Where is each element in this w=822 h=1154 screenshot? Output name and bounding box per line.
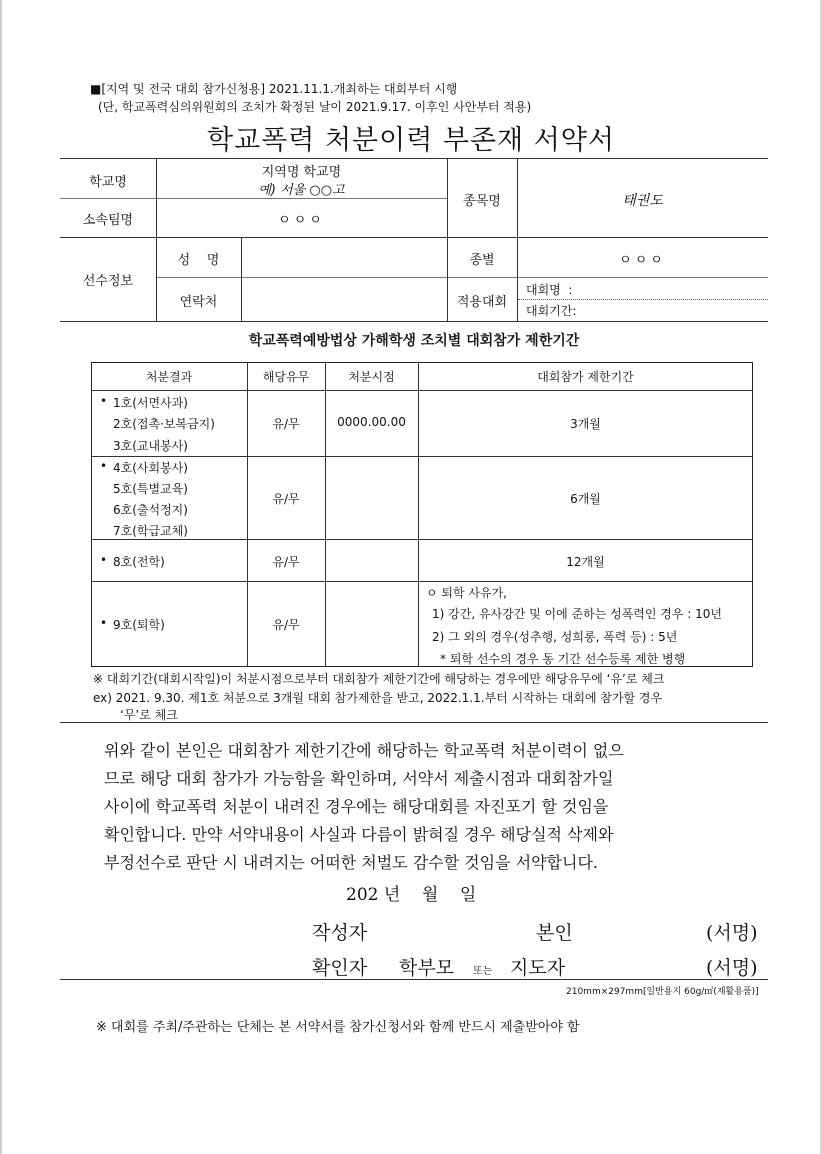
expulsion-reason-line: 2) 그 외의 경우(성추행, 성희롱, 폭력 등) : 5년 — [432, 630, 678, 644]
result-item: 1호(서면사과) — [113, 396, 188, 410]
header-note-line1: ■[지역 및 전국 대회 참가신청용] 2021.11.1.개최하는 대회부터 시행 — [90, 82, 458, 96]
writer-value: 본인 — [536, 922, 573, 944]
bullet: • — [100, 394, 108, 408]
pledge-line: 므로 해당 대회 참가가 가능함을 확인하며, 서약서 제출시점과 대회참가일 — [104, 769, 614, 788]
expulsion-reason-line: * 퇴학 선수의 경우 동 기간 선수등록 제한 병행 — [440, 652, 686, 666]
expulsion-reason-line: ㅇ 퇴학 사유가, — [426, 586, 507, 600]
restriction-row-divider-2 — [91, 539, 753, 540]
result-item: 7호(학급교체) — [113, 524, 188, 538]
restriction-note2-cont: ‘무’로 체크 — [120, 708, 178, 722]
expulsion-reason-line: 1) 강간, 유사강간 및 이에 준하는 성폭력인 경우 : 10년 — [432, 607, 723, 621]
school-value-line1[interactable]: 지역명 학교명 — [261, 165, 342, 180]
applicable-value[interactable]: 유/무 — [272, 417, 300, 431]
competition-period-label[interactable]: 대회기간: — [526, 304, 577, 318]
restriction-row-divider-3 — [91, 581, 753, 582]
period-value: 3개월 — [570, 417, 601, 431]
school-value-line2[interactable]: 예) 서울 ○○고 — [258, 183, 345, 198]
page-left-edge — [0, 0, 2, 1154]
result-item: 5호(특별교육) — [113, 482, 188, 496]
event-label: 종목명 — [463, 194, 501, 209]
team-value[interactable]: ㅇㅇㅇ — [278, 213, 325, 228]
school-label: 학교명 — [89, 175, 127, 190]
confirmer-signature[interactable]: (서명) — [706, 957, 758, 979]
writer-label: 작성자 — [312, 922, 368, 944]
header-applicable: 해당유무 — [262, 370, 310, 384]
competition-label: 적용대회 — [456, 295, 508, 310]
notes-divider — [60, 722, 768, 723]
event-value[interactable]: 태권도 — [622, 193, 663, 209]
header-result: 처분결과 — [145, 370, 193, 384]
info-col-divider-4 — [517, 158, 518, 321]
restriction-col-divider-2 — [325, 362, 326, 667]
info-col-divider-2 — [241, 237, 242, 321]
page-title: 학교폭력 처분이력 부존재 서약서 — [207, 125, 615, 156]
period-value: 6개월 — [570, 492, 601, 506]
competition-name-label[interactable]: 대회명 : — [526, 283, 573, 297]
player-info-label: 선수정보 — [82, 274, 134, 289]
category-label: 종별 — [469, 253, 495, 268]
paper-spec: 210mm×297mm[일반용지 60g/㎡(재활용품)] — [566, 987, 759, 997]
contact-label: 연락처 — [179, 295, 218, 310]
result-item: 6호(출석정지) — [113, 503, 188, 517]
header-period: 대회참가 제한기간 — [537, 370, 634, 384]
confirmer-coach: 지도자 — [510, 957, 566, 979]
info-table-bottom-border — [60, 321, 768, 322]
writer-signature[interactable]: (서명) — [706, 922, 758, 944]
date-value[interactable]: 0000.00.00 — [337, 415, 406, 429]
bullet: • — [100, 459, 108, 473]
restriction-note1: ※ 대회기간(대회시작일)이 처분시점으로부터 대회참가 제한기간에 해당하는 경우에만 해당유무에 ‘유’로 체크 — [93, 672, 665, 686]
category-value[interactable]: ㅇㅇㅇ — [619, 253, 666, 268]
info-row-divider-3 — [156, 277, 768, 278]
applicable-value[interactable]: 유/무 — [272, 555, 300, 569]
restriction-col-divider-3 — [418, 362, 419, 667]
restriction-header-divider — [91, 390, 753, 391]
period-value: 12개월 — [566, 555, 605, 569]
result-item: 4호(사회봉사) — [113, 461, 188, 475]
confirmer-label: 확인자 — [312, 957, 368, 979]
restriction-section-title: 학교폭력예방법상 가해학생 조치별 대회참가 제한기간 — [248, 333, 580, 349]
pledge-line: 부정선수로 판단 시 내려지는 어떠한 처벌도 감수할 것임을 서약합니다. — [104, 853, 598, 872]
result-item: 9호(퇴학) — [113, 618, 165, 632]
info-row-divider-2 — [60, 237, 768, 238]
restriction-row-divider-1 — [91, 456, 753, 457]
result-item: 8호(전학) — [113, 555, 165, 569]
bullet: • — [100, 553, 108, 567]
pledge-line: 확인합니다. 만약 서약내용이 사실과 다름이 밝혀질 경우 해당실적 삭제와 — [104, 825, 614, 844]
applicable-value[interactable]: 유/무 — [272, 618, 300, 632]
team-label: 소속팀명 — [82, 213, 134, 228]
bullet: • — [100, 616, 108, 630]
applicable-value[interactable]: 유/무 — [272, 492, 300, 506]
pledge-line: 위와 같이 본인은 대회참가 제한기간에 해당하는 학교폭력 처분이력이 없으 — [104, 741, 624, 760]
bottom-note: ※ 대회를 주최/주관하는 단체는 본 서약서를 참가신청서와 함께 반드시 제출받아야 함 — [96, 1020, 580, 1035]
name-label: 성 명 — [177, 253, 220, 268]
footer-divider — [60, 979, 768, 980]
info-table-top-border — [60, 158, 768, 159]
confirmer-parent: 학부모 — [399, 957, 455, 979]
or-text: 또는 — [473, 966, 493, 977]
result-item: 2호(접촉·보복금지) — [113, 417, 215, 431]
pledge-line: 사이에 학교폭력 처분이 내려진 경우에는 해당대회를 자진포기 할 것임을 — [104, 797, 609, 816]
info-row-divider-1 — [60, 198, 448, 199]
result-item: 3호(교내봉사) — [113, 439, 188, 453]
header-date: 처분시점 — [348, 370, 395, 384]
competition-divider — [518, 299, 768, 300]
restriction-note2: ex) 2021. 9.30. 제1호 처분으로 3개월 대회 참가제한을 받고, 2022.1.1.부터 시작하는 대회에 참가할 경우 — [93, 691, 663, 705]
pledge-date[interactable]: 202 년 월 일 — [346, 885, 477, 905]
header-note-line2: (단, 학교폭력심의위원회의 조치가 확정된 날이 2021.9.17. 이후인 사안부터 적용) — [98, 100, 532, 114]
